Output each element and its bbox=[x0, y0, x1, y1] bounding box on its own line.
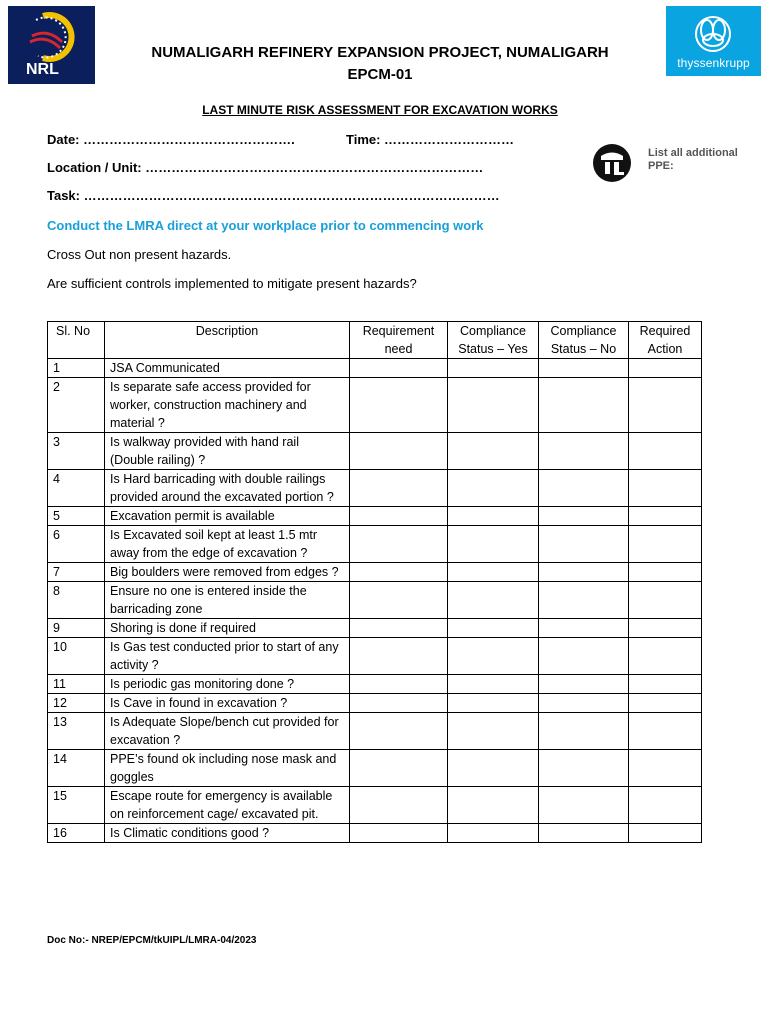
requirement-cell[interactable] bbox=[350, 787, 448, 824]
row-number: 4 bbox=[48, 470, 105, 507]
compliance-no-cell[interactable] bbox=[539, 582, 629, 619]
compliance-yes-cell[interactable] bbox=[448, 750, 539, 787]
page-title: NUMALIGARH REFINERY EXPANSION PROJECT, NUMALIGARH bbox=[151, 44, 609, 61]
row-description: Is Excavated soil kept at least 1.5 mtr away from the edge of excavation ? bbox=[105, 526, 350, 563]
requirement-cell[interactable] bbox=[350, 526, 448, 563]
row-description: Is walkway provided with hand rail (Double railing) ? bbox=[105, 433, 350, 470]
compliance-yes-cell[interactable] bbox=[448, 359, 539, 378]
compliance-yes-cell[interactable] bbox=[448, 470, 539, 507]
row-number: 15 bbox=[48, 787, 105, 824]
ppe-label: List all additional PPE: bbox=[648, 147, 738, 172]
form-subtitle: LAST MINUTE RISK ASSESSMENT FOR EXCAVATION WORKS bbox=[202, 103, 558, 117]
row-number: 6 bbox=[48, 526, 105, 563]
requirement-cell[interactable] bbox=[350, 750, 448, 787]
row-description: Ensure no one is entered inside the barricading zone bbox=[105, 582, 350, 619]
row-description: PPE’s found ok including nose mask and goggles bbox=[105, 750, 350, 787]
table-row bbox=[48, 563, 702, 582]
table-row bbox=[48, 750, 702, 787]
requirement-cell[interactable] bbox=[350, 359, 448, 378]
compliance-no-cell[interactable] bbox=[539, 507, 629, 526]
compliance-yes-cell[interactable] bbox=[448, 507, 539, 526]
doc-number: Doc No:- NREP/EPCM/tkUIPL/LMRA-04/2023 bbox=[47, 935, 257, 946]
compliance-no-cell[interactable] bbox=[539, 378, 629, 433]
table-row bbox=[48, 470, 702, 507]
table-row bbox=[48, 694, 702, 713]
compliance-no-cell[interactable] bbox=[539, 563, 629, 582]
row-number: 13 bbox=[48, 713, 105, 750]
compliance-yes-cell[interactable] bbox=[448, 582, 539, 619]
compliance-no-cell[interactable] bbox=[539, 694, 629, 713]
required-action-cell[interactable] bbox=[629, 563, 702, 582]
thyssenkrupp-logo-text: thyssenkrupp bbox=[677, 56, 750, 70]
compliance-no-cell[interactable] bbox=[539, 433, 629, 470]
compliance-no-cell[interactable] bbox=[539, 824, 629, 843]
compliance-yes-cell[interactable] bbox=[448, 713, 539, 750]
cross-out-instruction: Cross Out non present hazards. bbox=[47, 247, 232, 262]
row-number: 10 bbox=[48, 638, 105, 675]
compliance-yes-cell[interactable] bbox=[448, 526, 539, 563]
table-row bbox=[48, 507, 702, 526]
row-number: 14 bbox=[48, 750, 105, 787]
row-description: Escape route for emergency is available on reinforcement cage/ excavated pit. bbox=[105, 787, 350, 824]
requirement-cell[interactable] bbox=[350, 713, 448, 750]
table-row bbox=[48, 582, 702, 619]
required-action-cell[interactable] bbox=[629, 787, 702, 824]
required-action-cell[interactable] bbox=[629, 470, 702, 507]
required-action-cell[interactable] bbox=[629, 824, 702, 843]
row-number: 2 bbox=[48, 378, 105, 433]
required-action-cell[interactable] bbox=[629, 619, 702, 638]
compliance-no-cell[interactable] bbox=[539, 675, 629, 694]
lmra-instruction: Conduct the LMRA direct at your workplace prior to commencing work bbox=[47, 218, 484, 233]
compliance-yes-cell[interactable] bbox=[448, 433, 539, 470]
row-number: 9 bbox=[48, 619, 105, 638]
compliance-no-cell[interactable] bbox=[539, 526, 629, 563]
requirement-cell[interactable] bbox=[350, 619, 448, 638]
compliance-yes-cell[interactable] bbox=[448, 694, 539, 713]
row-description: JSA Communicated bbox=[105, 359, 350, 378]
row-number: 11 bbox=[48, 675, 105, 694]
compliance-no-cell[interactable] bbox=[539, 787, 629, 824]
required-action-cell[interactable] bbox=[629, 750, 702, 787]
table-row bbox=[48, 619, 702, 638]
row-description: Is Climatic conditions good ? bbox=[105, 824, 350, 843]
compliance-no-cell[interactable] bbox=[539, 619, 629, 638]
nrl-emblem-icon bbox=[8, 6, 95, 84]
row-number: 3 bbox=[48, 433, 105, 470]
required-action-cell[interactable] bbox=[629, 694, 702, 713]
required-action-cell[interactable] bbox=[629, 713, 702, 750]
table-row bbox=[48, 378, 702, 433]
required-action-cell[interactable] bbox=[629, 433, 702, 470]
requirement-cell[interactable] bbox=[350, 433, 448, 470]
row-number: 12 bbox=[48, 694, 105, 713]
table-row bbox=[48, 787, 702, 824]
compliance-yes-cell[interactable] bbox=[448, 638, 539, 675]
row-description: Big boulders were removed from edges ? bbox=[105, 563, 350, 582]
table-row bbox=[48, 526, 702, 563]
nrl-logo bbox=[8, 6, 95, 84]
requirement-cell[interactable] bbox=[350, 675, 448, 694]
row-description: Excavation permit is available bbox=[105, 507, 350, 526]
row-number: 16 bbox=[48, 824, 105, 843]
requirement-cell[interactable] bbox=[350, 582, 448, 619]
table-header-row bbox=[48, 322, 702, 359]
nrl-logo-text: NRL bbox=[26, 61, 59, 78]
table-row bbox=[48, 433, 702, 470]
table-row bbox=[48, 824, 702, 843]
checklist-table bbox=[47, 321, 702, 843]
compliance-yes-cell[interactable] bbox=[448, 675, 539, 694]
row-description: Is Hard barricading with double railings provided around the excavated portion ? bbox=[105, 470, 350, 507]
col-header-required-action: Required Action bbox=[629, 322, 702, 359]
thyssenkrupp-logo bbox=[666, 6, 761, 76]
row-number: 7 bbox=[48, 563, 105, 582]
safety-boot-icon bbox=[590, 143, 634, 183]
requirement-cell[interactable] bbox=[350, 694, 448, 713]
row-description: Is separate safe access provided for worker, construction machinery and material ? bbox=[105, 378, 350, 433]
row-number: 1 bbox=[48, 359, 105, 378]
requirement-cell[interactable] bbox=[350, 563, 448, 582]
compliance-yes-cell[interactable] bbox=[448, 787, 539, 824]
compliance-yes-cell[interactable] bbox=[448, 619, 539, 638]
required-action-cell[interactable] bbox=[629, 582, 702, 619]
thyssenkrupp-emblem-icon bbox=[693, 14, 733, 54]
row-description: Is Adequate Slope/bench cut provided for excavation ? bbox=[105, 713, 350, 750]
compliance-no-cell[interactable] bbox=[539, 359, 629, 378]
task-field[interactable]: Task: …………………………………………………………………………………… bbox=[47, 188, 500, 203]
row-description: Is Gas test conducted prior to start of any activity ? bbox=[105, 638, 350, 675]
compliance-yes-cell[interactable] bbox=[448, 563, 539, 582]
compliance-no-cell[interactable] bbox=[539, 713, 629, 750]
time-field[interactable]: Time: ………………………… bbox=[346, 132, 515, 147]
row-number: 8 bbox=[48, 582, 105, 619]
table-row bbox=[48, 638, 702, 675]
compliance-no-cell[interactable] bbox=[539, 750, 629, 787]
table-row bbox=[48, 675, 702, 694]
required-action-cell[interactable] bbox=[629, 638, 702, 675]
table-row bbox=[48, 713, 702, 750]
requirement-cell[interactable] bbox=[350, 470, 448, 507]
required-action-cell[interactable] bbox=[629, 359, 702, 378]
requirement-cell[interactable] bbox=[350, 824, 448, 843]
location-field[interactable]: Location / Unit: …………………………………………………………………… bbox=[47, 160, 484, 175]
compliance-no-cell[interactable] bbox=[539, 470, 629, 507]
row-description: Shoring is done if required bbox=[105, 619, 350, 638]
requirement-cell[interactable] bbox=[350, 507, 448, 526]
required-action-cell[interactable] bbox=[629, 378, 702, 433]
requirement-cell[interactable] bbox=[350, 638, 448, 675]
compliance-yes-cell[interactable] bbox=[448, 824, 539, 843]
date-field[interactable]: Date: …………………………………………. bbox=[47, 132, 295, 147]
col-header-compliance-yes: Compliance Status – Yes bbox=[448, 322, 539, 359]
compliance-no-cell[interactable] bbox=[539, 638, 629, 675]
row-description: Is periodic gas monitoring done ? bbox=[105, 675, 350, 694]
col-header-requirement: Requirement need bbox=[350, 322, 448, 359]
col-header-description: Description bbox=[105, 322, 350, 359]
requirement-cell[interactable] bbox=[350, 378, 448, 433]
row-number: 5 bbox=[48, 507, 105, 526]
required-action-cell[interactable] bbox=[629, 526, 702, 563]
required-action-cell[interactable] bbox=[629, 675, 702, 694]
row-description: Is Cave in found in excavation ? bbox=[105, 694, 350, 713]
col-header-sl-no: Sl. No bbox=[48, 322, 105, 359]
project-code: EPCM-01 bbox=[347, 66, 413, 83]
col-header-compliance-no: Compliance Status – No bbox=[539, 322, 629, 359]
controls-question: Are sufficient controls implemented to mitigate present hazards? bbox=[47, 276, 417, 291]
required-action-cell[interactable] bbox=[629, 507, 702, 526]
table-row bbox=[48, 359, 702, 378]
compliance-yes-cell[interactable] bbox=[448, 378, 539, 433]
